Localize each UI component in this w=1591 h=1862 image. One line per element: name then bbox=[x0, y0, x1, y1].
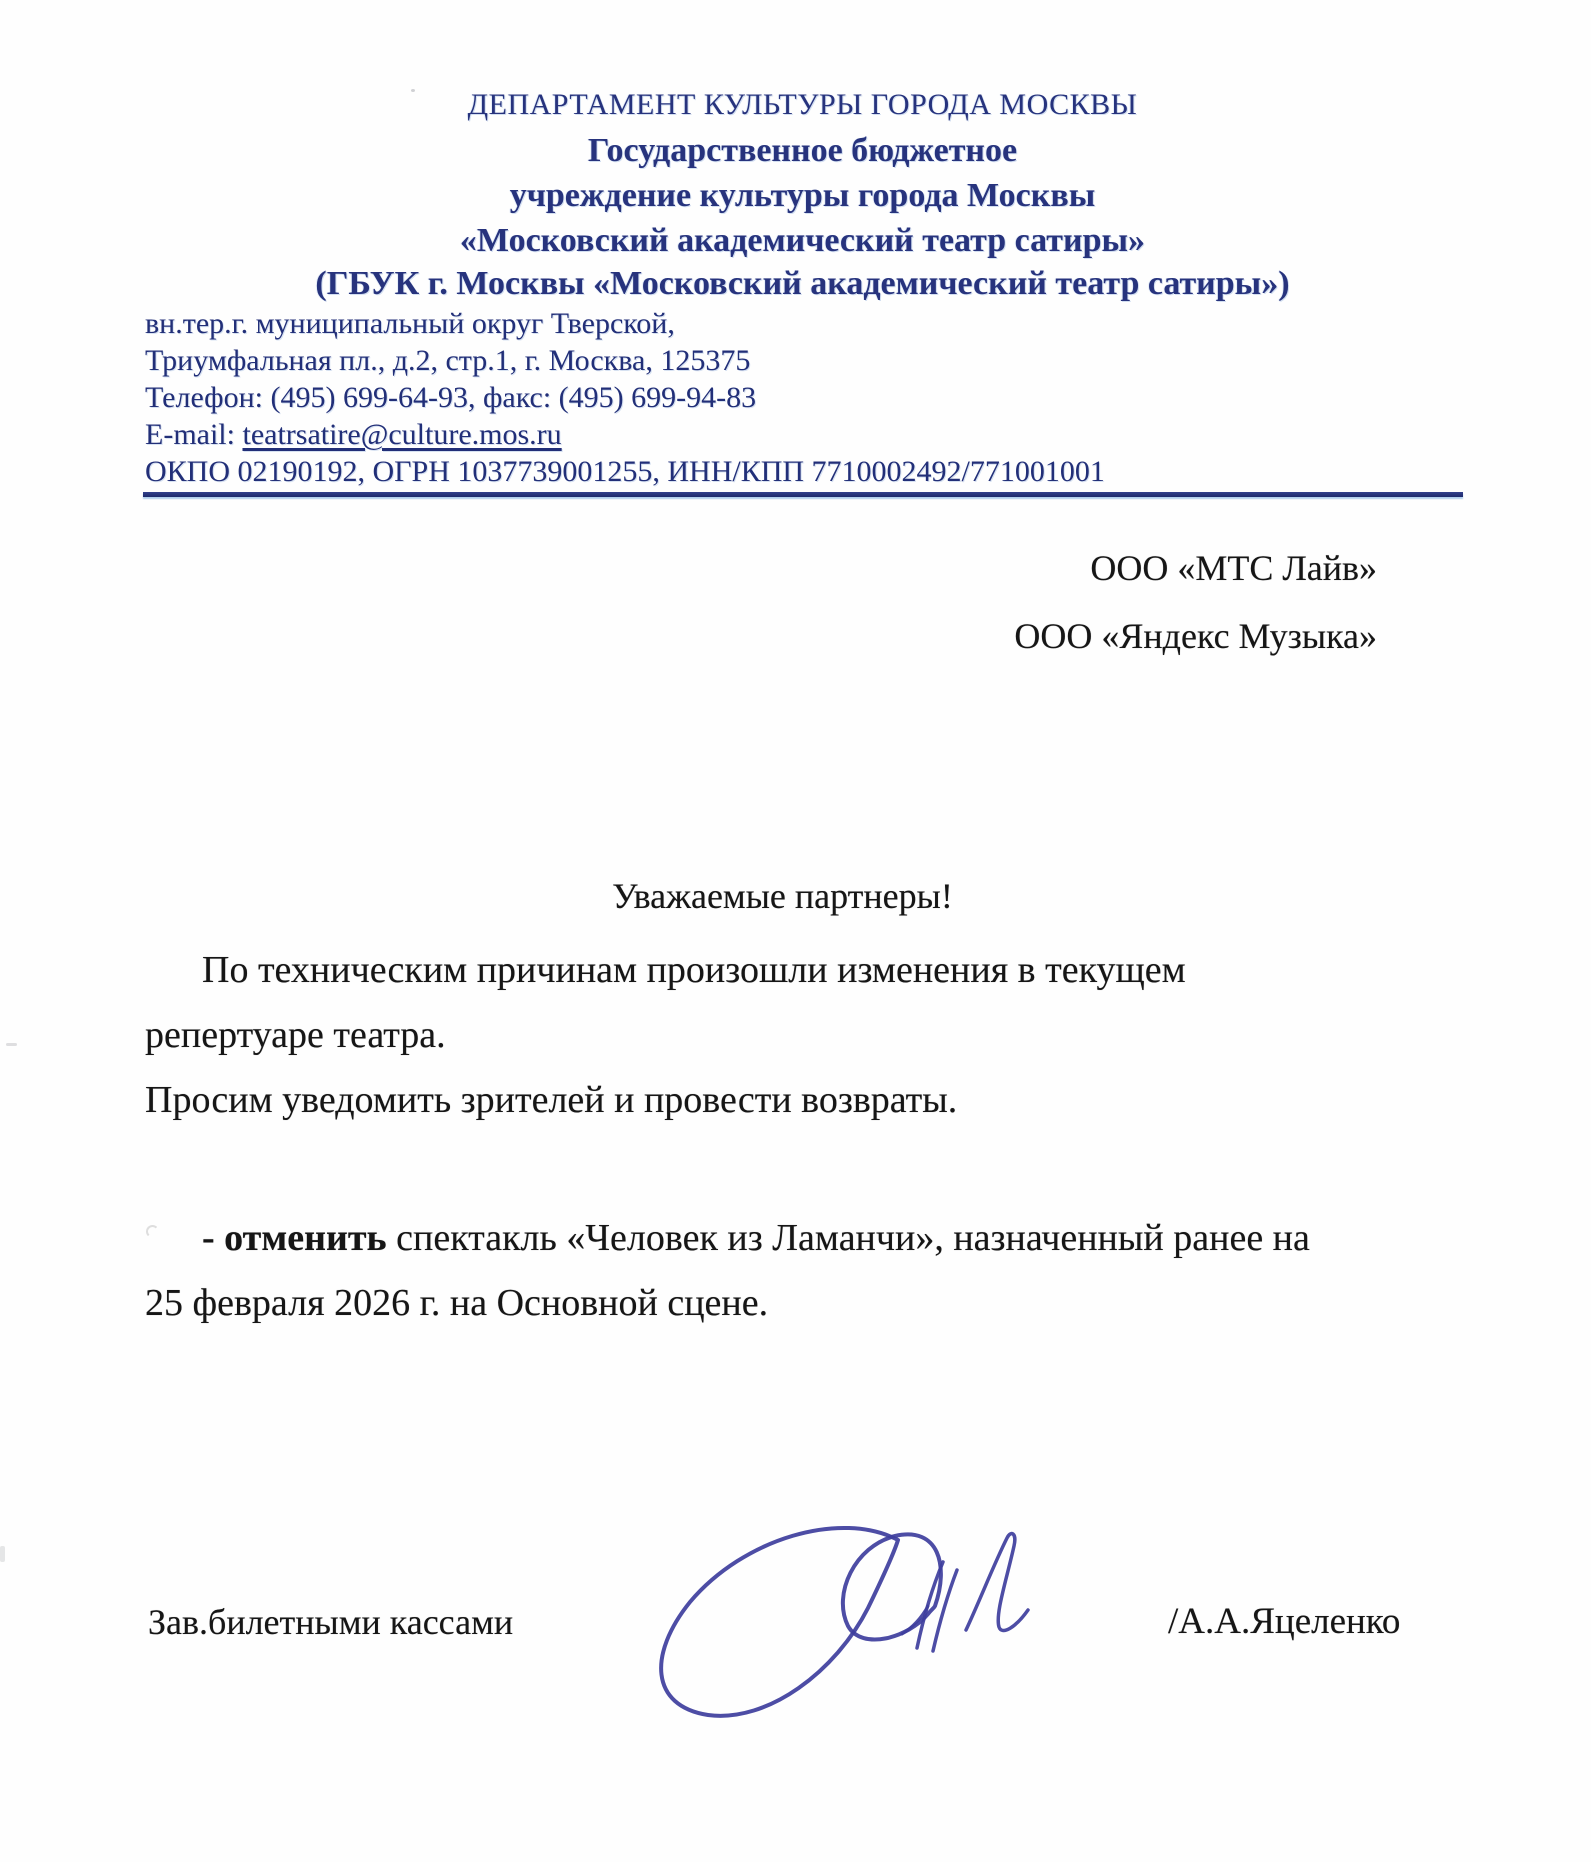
email-label: E-mail: bbox=[145, 418, 243, 451]
paragraph-cancellation bbox=[145, 1206, 1475, 1336]
letterhead bbox=[145, 82, 1460, 305]
signer-position-title: Зав.билетными кассами bbox=[148, 1602, 514, 1642]
recipient-mts-live: ООО «МТС Лайв» bbox=[1090, 548, 1377, 588]
scan-speck bbox=[411, 89, 415, 92]
letterhead-org-line-3: «Московский академический театр сатиры» bbox=[459, 222, 1146, 259]
paragraph1-line3: Просим уведомить зрителей и провести возвраты. bbox=[145, 1079, 958, 1121]
salutation: Уважаемые партнеры! bbox=[612, 876, 953, 916]
paragraph2-line1-rest: спектакль «Человек из Ламанчи», назначенный ранее на bbox=[386, 1217, 1310, 1259]
paragraph-repertoire-change bbox=[145, 938, 1475, 1133]
email-address: teatrsatire@culture.mos.ru bbox=[242, 418, 562, 451]
letterhead-divider-rule bbox=[143, 492, 1463, 497]
letterhead-org-line-1: Государственное бюджетное bbox=[587, 132, 1018, 169]
letterhead-address-block bbox=[145, 305, 1465, 490]
paragraph2-line1 bbox=[145, 1206, 1475, 1271]
letterhead-org-line-2: учреждение культуры города Москвы bbox=[509, 177, 1096, 214]
address-street-line: Триумфальная пл., д.2, стр.1, г. Москва, 125375 bbox=[145, 344, 751, 377]
scan-speck bbox=[146, 1225, 159, 1238]
scan-speck bbox=[6, 1043, 17, 1046]
address-registry-line: ОКПО 02190192, ОГРН 1037739001255, ИНН/КПП 7710002492/771001001 bbox=[145, 455, 1105, 488]
letterhead-department: ДЕПАРТАМЕНТ КУЛЬТУРЫ ГОРОДА МОСКВЫ bbox=[467, 88, 1138, 121]
recipient-yandex-music: ООО «Яндекс Музыка» bbox=[1014, 616, 1377, 656]
paragraph1-line2: репертуаре театра. bbox=[145, 1014, 446, 1056]
letterhead-org-short: (ГБУК г. Москвы «Московский академический театр сатиры») bbox=[315, 265, 1290, 302]
signer-name: /А.А.Яцеленко bbox=[1168, 1601, 1401, 1642]
address-district-line: вн.тер.г. муниципальный округ Тверской, bbox=[145, 307, 675, 340]
handwritten-signature bbox=[636, 1508, 1036, 1746]
recipients-block bbox=[1014, 534, 1377, 670]
cancel-keyword: - отменить bbox=[202, 1217, 387, 1259]
paragraph1-line1: По техническим причинам произошли изменения в текущем bbox=[202, 949, 1186, 991]
scan-speck bbox=[0, 1546, 5, 1562]
address-email-line bbox=[145, 416, 1465, 453]
paragraph2-line2: 25 февраля 2026 г. на Основной сцене. bbox=[145, 1282, 769, 1324]
address-phone-line: Телефон: (495) 699-64-93, факс: (495) 699-94-83 bbox=[145, 381, 757, 414]
